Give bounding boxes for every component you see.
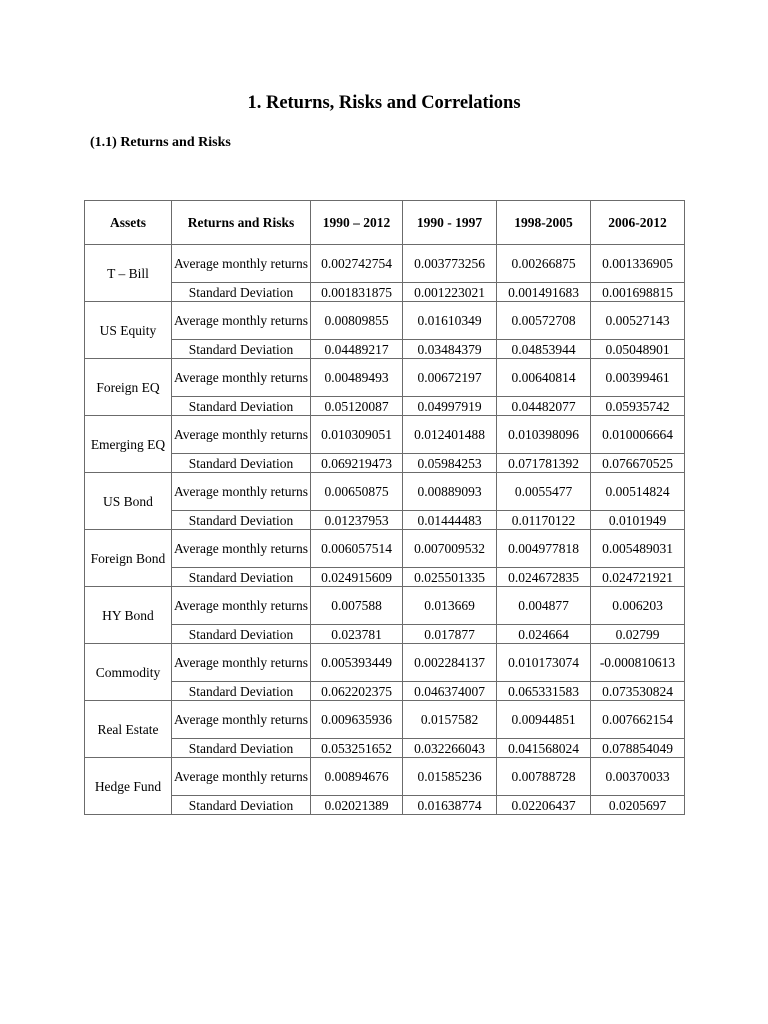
table-row bbox=[85, 245, 685, 283]
table-row bbox=[85, 473, 685, 511]
value-cell: 0.024721921 bbox=[591, 568, 685, 587]
value-cell: 0.00944851 bbox=[497, 701, 591, 739]
value-cell: 0.01170122 bbox=[497, 511, 591, 530]
metric-label-avg: Average monthly returns bbox=[172, 359, 311, 397]
value-cell: 0.00399461 bbox=[591, 359, 685, 397]
value-cell: 0.002742754 bbox=[311, 245, 403, 283]
value-cell: 0.00672197 bbox=[403, 359, 497, 397]
value-cell: 0.00894676 bbox=[311, 758, 403, 796]
value-cell: 0.00572708 bbox=[497, 302, 591, 340]
metric-label-avg: Average monthly returns bbox=[172, 530, 311, 568]
value-cell: -0.000810613 bbox=[591, 644, 685, 682]
table-row bbox=[85, 530, 685, 568]
value-cell: 0.007662154 bbox=[591, 701, 685, 739]
value-cell: 0.00889093 bbox=[403, 473, 497, 511]
value-cell: 0.010006664 bbox=[591, 416, 685, 454]
value-cell: 0.04997919 bbox=[403, 397, 497, 416]
value-cell: 0.00514824 bbox=[591, 473, 685, 511]
metric-label-avg: Average monthly returns bbox=[172, 473, 311, 511]
value-cell: 0.02206437 bbox=[497, 796, 591, 815]
value-cell: 0.017877 bbox=[403, 625, 497, 644]
value-cell: 0.007588 bbox=[311, 587, 403, 625]
value-cell: 0.00640814 bbox=[497, 359, 591, 397]
asset-name-cell: Commodity bbox=[85, 644, 172, 701]
asset-name-cell: US Bond bbox=[85, 473, 172, 530]
value-cell: 0.041568024 bbox=[497, 739, 591, 758]
value-cell: 0.005489031 bbox=[591, 530, 685, 568]
table-row bbox=[85, 739, 685, 758]
metric-label-std: Standard Deviation bbox=[172, 454, 311, 473]
asset-name-cell: T – Bill bbox=[85, 245, 172, 302]
metric-label-std: Standard Deviation bbox=[172, 568, 311, 587]
value-cell: 0.00809855 bbox=[311, 302, 403, 340]
value-cell: 0.02799 bbox=[591, 625, 685, 644]
header-2006-2012: 2006-2012 bbox=[591, 201, 685, 245]
value-cell: 0.010173074 bbox=[497, 644, 591, 682]
value-cell: 0.004877 bbox=[497, 587, 591, 625]
metric-label-std: Standard Deviation bbox=[172, 283, 311, 302]
value-cell: 0.001698815 bbox=[591, 283, 685, 302]
table-row bbox=[85, 340, 685, 359]
value-cell: 0.00788728 bbox=[497, 758, 591, 796]
table-row bbox=[85, 644, 685, 682]
value-cell: 0.00370033 bbox=[591, 758, 685, 796]
header-1990-2012: 1990 – 2012 bbox=[311, 201, 403, 245]
metric-label-std: Standard Deviation bbox=[172, 340, 311, 359]
value-cell: 0.032266043 bbox=[403, 739, 497, 758]
metric-label-avg: Average monthly returns bbox=[172, 416, 311, 454]
table-row bbox=[85, 701, 685, 739]
value-cell: 0.001491683 bbox=[497, 283, 591, 302]
value-cell: 0.00650875 bbox=[311, 473, 403, 511]
asset-name-cell: Hedge Fund bbox=[85, 758, 172, 815]
returns-risks-table bbox=[84, 200, 685, 815]
header-1998-2005: 1998-2005 bbox=[497, 201, 591, 245]
value-cell: 0.004977818 bbox=[497, 530, 591, 568]
asset-name-cell: Real Estate bbox=[85, 701, 172, 758]
table-row bbox=[85, 511, 685, 530]
value-cell: 0.024664 bbox=[497, 625, 591, 644]
metric-label-avg: Average monthly returns bbox=[172, 758, 311, 796]
value-cell: 0.00527143 bbox=[591, 302, 685, 340]
asset-name-cell: Foreign EQ bbox=[85, 359, 172, 416]
metric-label-std: Standard Deviation bbox=[172, 625, 311, 644]
value-cell: 0.006203 bbox=[591, 587, 685, 625]
table-row bbox=[85, 796, 685, 815]
header-returns-risks: Returns and Risks bbox=[172, 201, 311, 245]
document-title: 1. Returns, Risks and Correlations bbox=[247, 93, 521, 113]
value-cell: 0.0055477 bbox=[497, 473, 591, 511]
metric-label-avg: Average monthly returns bbox=[172, 701, 311, 739]
value-cell: 0.062202375 bbox=[311, 682, 403, 701]
metric-label-avg: Average monthly returns bbox=[172, 587, 311, 625]
value-cell: 0.013669 bbox=[403, 587, 497, 625]
value-cell: 0.069219473 bbox=[311, 454, 403, 473]
value-cell: 0.078854049 bbox=[591, 739, 685, 758]
header-1990-1997: 1990 - 1997 bbox=[403, 201, 497, 245]
value-cell: 0.010398096 bbox=[497, 416, 591, 454]
asset-name-cell: Emerging EQ bbox=[85, 416, 172, 473]
asset-name-cell: US Equity bbox=[85, 302, 172, 359]
value-cell: 0.024915609 bbox=[311, 568, 403, 587]
metric-label-std: Standard Deviation bbox=[172, 796, 311, 815]
value-cell: 0.0157582 bbox=[403, 701, 497, 739]
value-cell: 0.01444483 bbox=[403, 511, 497, 530]
value-cell: 0.012401488 bbox=[403, 416, 497, 454]
value-cell: 0.04853944 bbox=[497, 340, 591, 359]
metric-label-avg: Average monthly returns bbox=[172, 302, 311, 340]
value-cell: 0.04482077 bbox=[497, 397, 591, 416]
table-row bbox=[85, 359, 685, 397]
value-cell: 0.001223021 bbox=[403, 283, 497, 302]
value-cell: 0.023781 bbox=[311, 625, 403, 644]
value-cell: 0.0101949 bbox=[591, 511, 685, 530]
table-row bbox=[85, 302, 685, 340]
value-cell: 0.010309051 bbox=[311, 416, 403, 454]
value-cell: 0.006057514 bbox=[311, 530, 403, 568]
value-cell: 0.01585236 bbox=[403, 758, 497, 796]
value-cell: 0.005393449 bbox=[311, 644, 403, 682]
value-cell: 0.05984253 bbox=[403, 454, 497, 473]
table-row bbox=[85, 568, 685, 587]
table-row bbox=[85, 454, 685, 473]
section-subtitle: (1.1) Returns and Risks bbox=[90, 135, 231, 150]
metric-label-std: Standard Deviation bbox=[172, 682, 311, 701]
table-row bbox=[85, 397, 685, 416]
value-cell: 0.001336905 bbox=[591, 245, 685, 283]
value-cell: 0.00489493 bbox=[311, 359, 403, 397]
value-cell: 0.046374007 bbox=[403, 682, 497, 701]
table-header-row bbox=[85, 201, 685, 245]
value-cell: 0.003773256 bbox=[403, 245, 497, 283]
asset-name-cell: HY Bond bbox=[85, 587, 172, 644]
metric-label-std: Standard Deviation bbox=[172, 397, 311, 416]
header-assets: Assets bbox=[85, 201, 172, 245]
value-cell: 0.071781392 bbox=[497, 454, 591, 473]
metric-label-std: Standard Deviation bbox=[172, 739, 311, 758]
value-cell: 0.01237953 bbox=[311, 511, 403, 530]
table-row bbox=[85, 758, 685, 796]
value-cell: 0.05048901 bbox=[591, 340, 685, 359]
table-row bbox=[85, 283, 685, 302]
value-cell: 0.00266875 bbox=[497, 245, 591, 283]
value-cell: 0.05120087 bbox=[311, 397, 403, 416]
value-cell: 0.073530824 bbox=[591, 682, 685, 701]
value-cell: 0.001831875 bbox=[311, 283, 403, 302]
value-cell: 0.05935742 bbox=[591, 397, 685, 416]
metric-label-avg: Average monthly returns bbox=[172, 245, 311, 283]
asset-name-cell: Foreign Bond bbox=[85, 530, 172, 587]
value-cell: 0.076670525 bbox=[591, 454, 685, 473]
table-row bbox=[85, 625, 685, 644]
value-cell: 0.002284137 bbox=[403, 644, 497, 682]
value-cell: 0.04489217 bbox=[311, 340, 403, 359]
value-cell: 0.0205697 bbox=[591, 796, 685, 815]
value-cell: 0.01610349 bbox=[403, 302, 497, 340]
value-cell: 0.03484379 bbox=[403, 340, 497, 359]
value-cell: 0.01638774 bbox=[403, 796, 497, 815]
metric-label-avg: Average monthly returns bbox=[172, 644, 311, 682]
value-cell: 0.024672835 bbox=[497, 568, 591, 587]
value-cell: 0.007009532 bbox=[403, 530, 497, 568]
value-cell: 0.009635936 bbox=[311, 701, 403, 739]
table-row bbox=[85, 587, 685, 625]
table-row bbox=[85, 416, 685, 454]
metric-label-std: Standard Deviation bbox=[172, 511, 311, 530]
value-cell: 0.02021389 bbox=[311, 796, 403, 815]
value-cell: 0.065331583 bbox=[497, 682, 591, 701]
table-row bbox=[85, 682, 685, 701]
value-cell: 0.025501335 bbox=[403, 568, 497, 587]
value-cell: 0.053251652 bbox=[311, 739, 403, 758]
